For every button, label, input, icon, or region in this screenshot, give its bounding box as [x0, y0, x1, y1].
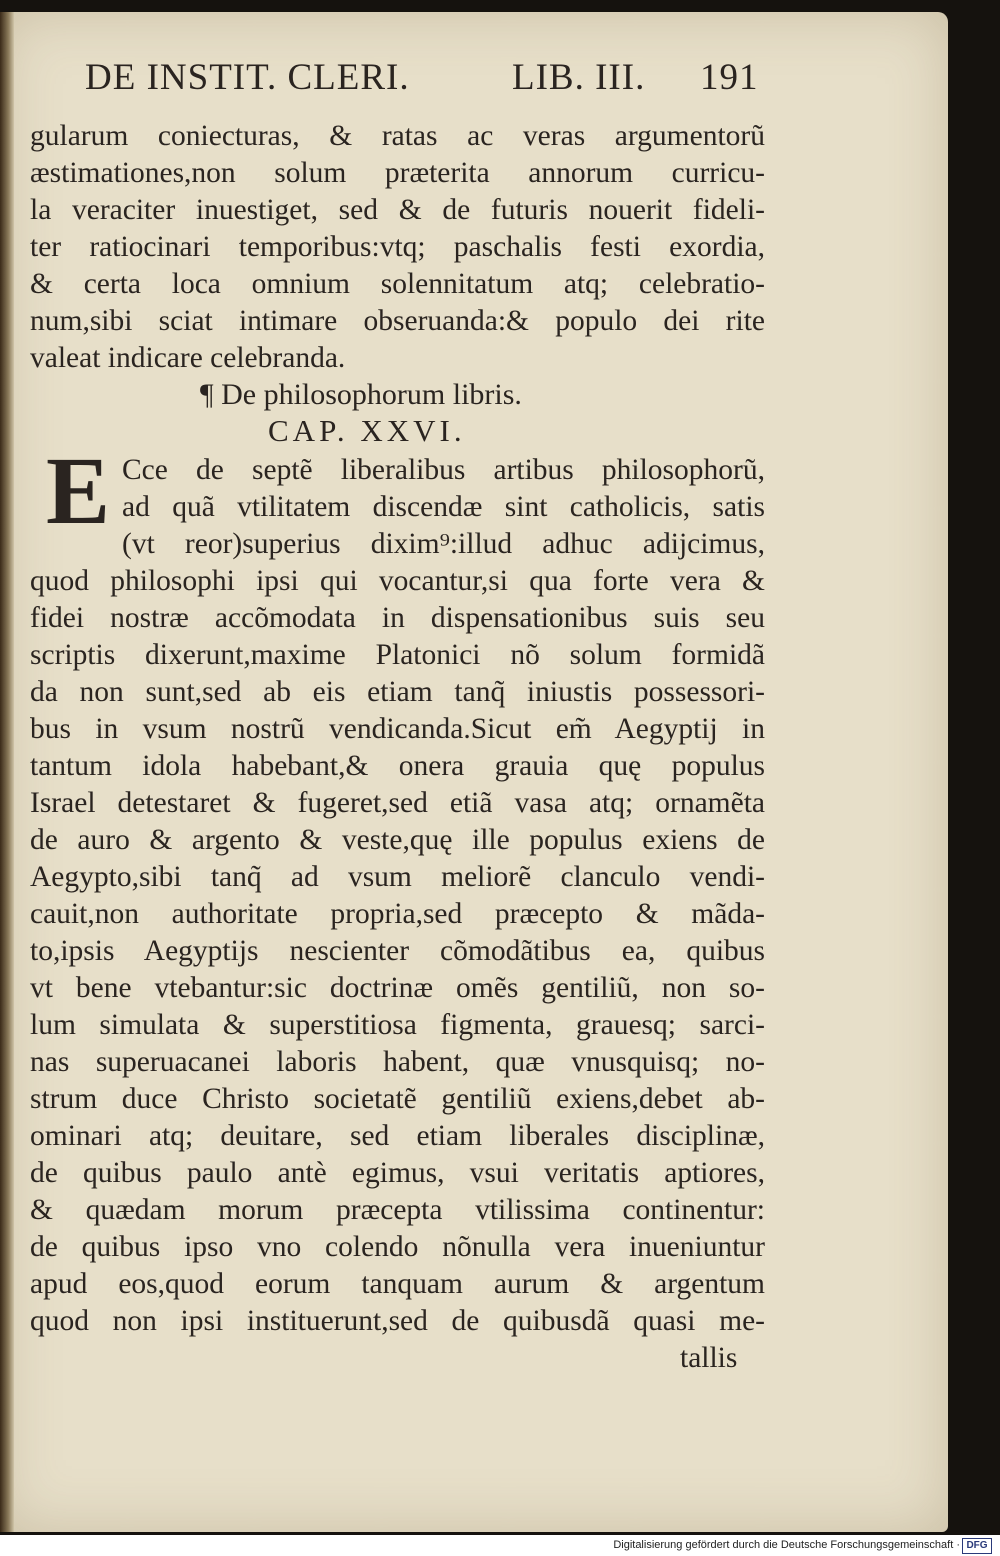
footer-bar [0, 1535, 1000, 1556]
text-line: lum simulata & superstitiosa figmenta, grauesq; sarci- [30, 1009, 765, 1041]
text-line: nas superuacanei laboris habent, quæ vnusquisq; no- [30, 1046, 765, 1078]
text-line: de quibus ipso vno colendo nõnulla vera inueniuntur [30, 1231, 765, 1263]
text-line: valeat indicare celebranda. [30, 342, 346, 374]
text-line: bus in vsum nostrũ vendicanda.Sicut em̃ Aegyptij in [30, 713, 765, 745]
text-line: ominari atq; deuitare, sed etiam liberales disciplinæ, [30, 1120, 765, 1152]
text-line: ter ratiocinari temporibus:vtq; paschalis festi exordia, [30, 231, 765, 263]
text-line: vt bene vtebantur:sic doctrinæ omẽs gentiliũ, non so- [30, 972, 765, 1004]
text-line: to,ipsis Aegyptijs nescienter cõmodãtibus ea, quibus [30, 935, 765, 967]
page-binding-edge [0, 12, 14, 1532]
text-line: scriptis dixerunt,maxime Platonici nõ solum formidã [30, 639, 765, 671]
text-line: & certa loca omnium solennitatum atq; celebratio- [30, 268, 765, 300]
text-line: la veraciter inuestiget, sed & de futuris nouerit fideli- [30, 194, 765, 226]
text-line: æstimationes,non solum præterita annorum curricu- [30, 157, 765, 189]
text-line: num,sibi sciat intimare obseruanda:& populo dei rite [30, 305, 765, 337]
text-line: Cce de septẽ liberalibus artibus philosophorũ, [122, 454, 765, 486]
folio-number: 191 [700, 57, 759, 98]
text-line: cauit,non authoritate propria,sed præcepto & mãda- [30, 898, 765, 930]
text-line: gularum coniecturas, & ratas ac veras argumentorũ [30, 120, 765, 152]
text-line: apud eos,quod eorum tanquam aurum & argentum [30, 1268, 765, 1300]
section-heading: ¶ De philosophorum libris. [200, 378, 522, 411]
running-title: DE INSTIT. CLERI. [85, 57, 410, 98]
text-line: strum duce Christo societatẽ gentiliũ exiens,debet ab- [30, 1083, 765, 1115]
text-line: quod philosophi ipsi qui vocantur,si qua forte vera & [30, 565, 765, 597]
text-line: ad quã vtilitatem discendæ sint catholicis, satis [122, 491, 765, 523]
decorated-initial: E [45, 437, 111, 544]
text-line: Israel detestaret & fugeret,sed etiã vasa atq; ornamẽta [30, 787, 765, 819]
funding-credit: Digitalisierung gefördert durch die Deutsche Forschungsgemeinschaft · [613, 1539, 960, 1551]
text-line: tantum idola habebant,& onera grauia quę populus [30, 750, 765, 782]
book-number: LIB. III. [512, 57, 646, 98]
dfg-logo: DFG [962, 1538, 992, 1554]
text-line: & quædam morum præcepta vtilissima continentur: [30, 1194, 765, 1226]
text-line: Aegypto,sibi tanq̃ ad vsum meliorẽ clanculo vendi- [30, 861, 765, 893]
catchword: tallis [680, 1342, 738, 1374]
text-line: quod non ipsi instituerunt,sed de quibusdã quasi me- [30, 1305, 765, 1337]
text-line: fidei nostræ accõmodata in dispensationibus suis seu [30, 602, 765, 634]
text-line: de quibus paulo antè egimus, vsui veritatis aptiores, [30, 1157, 765, 1189]
text-line: de auro & argento & veste,quę ille populus exiens de [30, 824, 765, 856]
chapter-heading: CAP. XXVI. [268, 413, 466, 448]
text-line: (vt reor)superius dixim⁹:illud adhuc adijcimus, [122, 528, 765, 560]
text-line: da non sunt,sed ab eis etiam tanq̃ iniustis possessori- [30, 676, 765, 708]
